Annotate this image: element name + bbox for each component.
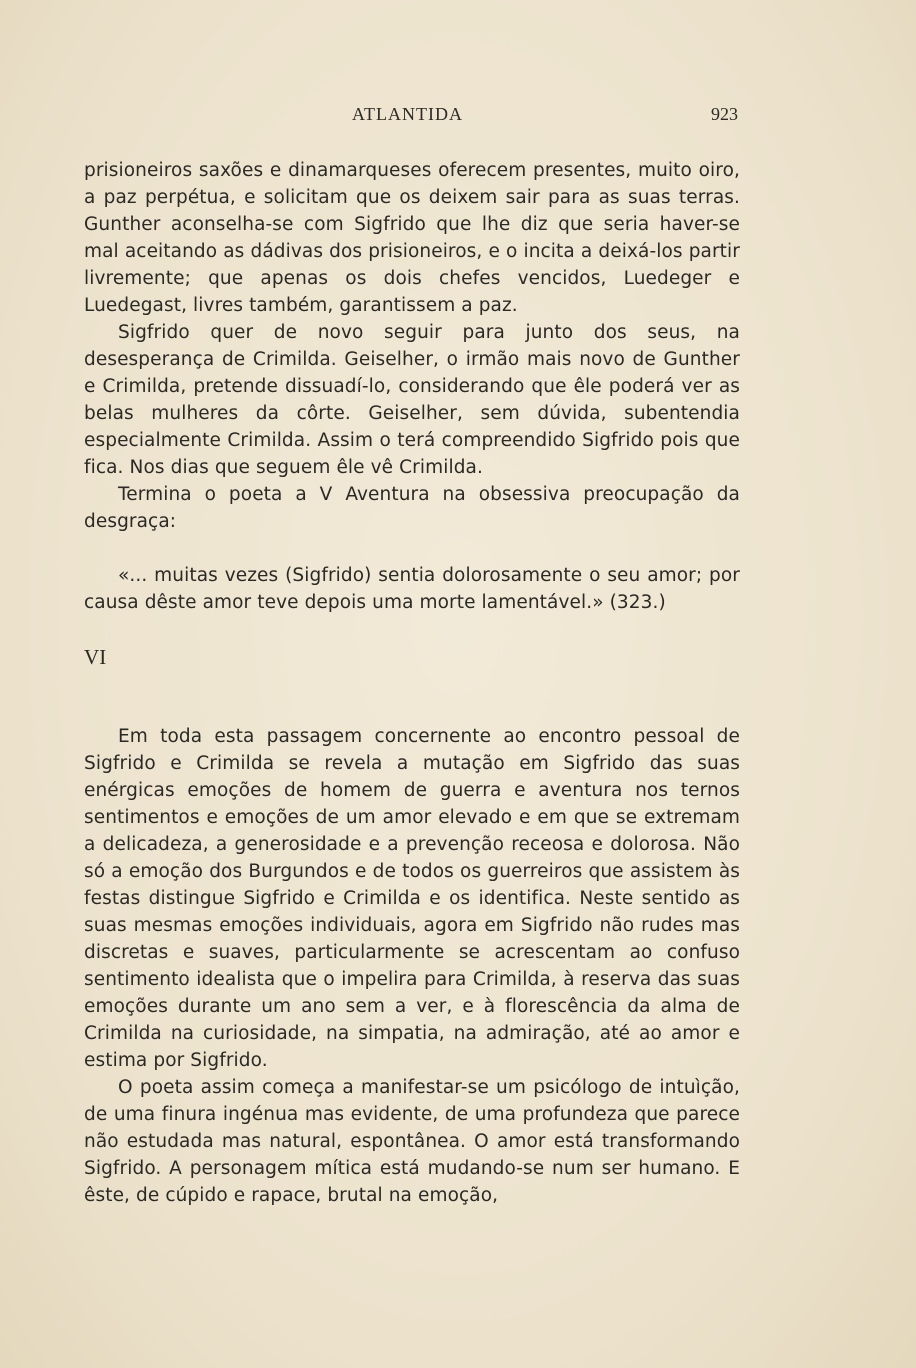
paragraph: O poeta assim começa a manifestar-se um psicólogo de intuìção, de uma finura ingénua mas evidente, de uma profundeza que parece não estudada mas natural, espontânea. O amor está transformando Sigfrido. A personagem mítica está mudando-se num ser humano. E êste, de cúpido e rapace, brutal na emoção, <box>84 1077 740 1206</box>
section-heading: VI <box>84 645 107 669</box>
paragraph: Sigfrido quer de novo seguir para junto dos seus, na desesperança de Crimilda. Geiselher, o irmão mais novo de Gunther e Crimilda, pretende dissuadí-lo, considerando que êle poderá ver as belas mulheres da côrte. Geiselher, sem dúvida, subentendia especialmente Crimilda. Assim o terá compreendido Sigfrido pois que fica. Nos dias que seguem êle vê Crimilda. <box>84 322 740 478</box>
running-title: ATLANTIDA <box>352 104 463 124</box>
paragraph: Termina o poeta a V Aventura na obsessiva preocupação da desgraça: <box>84 484 740 532</box>
running-header <box>84 104 738 132</box>
page-number: 923 <box>711 104 738 124</box>
paragraph: Em toda esta passagem concernente ao encontro pessoal de Sigfrido e Crimilda se revela a mutação em Sigfrido das suas enérgicas emoções de homem de guerra e aventura nos ternos sentimentos e emoções de um amor elevado e em que se extremam a delicadeza, a generosidade e a prevenção receosa e dolorosa. Não só a emoção dos Burgundos e de todos os guerreiros que assistem às festas distingue Sigfrido e Crimilda e os identifica. Neste sentido as suas mesmas emoções individuais, agora em Sigfrido não rudes mas discretas e suaves, particularmente se acrescentam ao confuso sentimento idealista que o impelira para Crimilda, à reserva das suas emoções durante um ano sem a ver, e à florescência da alma de Crimilda na curiosidade, na simpatia, na admiração, até ao amor e estima por Sigfrido. <box>84 726 740 1071</box>
page-body <box>84 157 740 1209</box>
paragraph-continued: prisioneiros saxões e dinamarqueses oferecem presentes, muito oiro, a paz perpétua, e solicitam que os deixem sair para as suas terras. Gunther aconselha-se com Sigfrido que lhe diz que seria haver-se mal aceitando as dádivas dos prisioneiros, e o incita a deixá-los partir livremente; que apenas os dois chefes vencidos, Luedeger e Luedegast, livres também, garantissem a paz. <box>84 160 740 316</box>
block-quote: «... muitas vezes (Sigfrido) sentia dolorosamente o seu amor; por causa dêste amor teve depois uma morte lamentável.» (323.) <box>84 565 740 613</box>
